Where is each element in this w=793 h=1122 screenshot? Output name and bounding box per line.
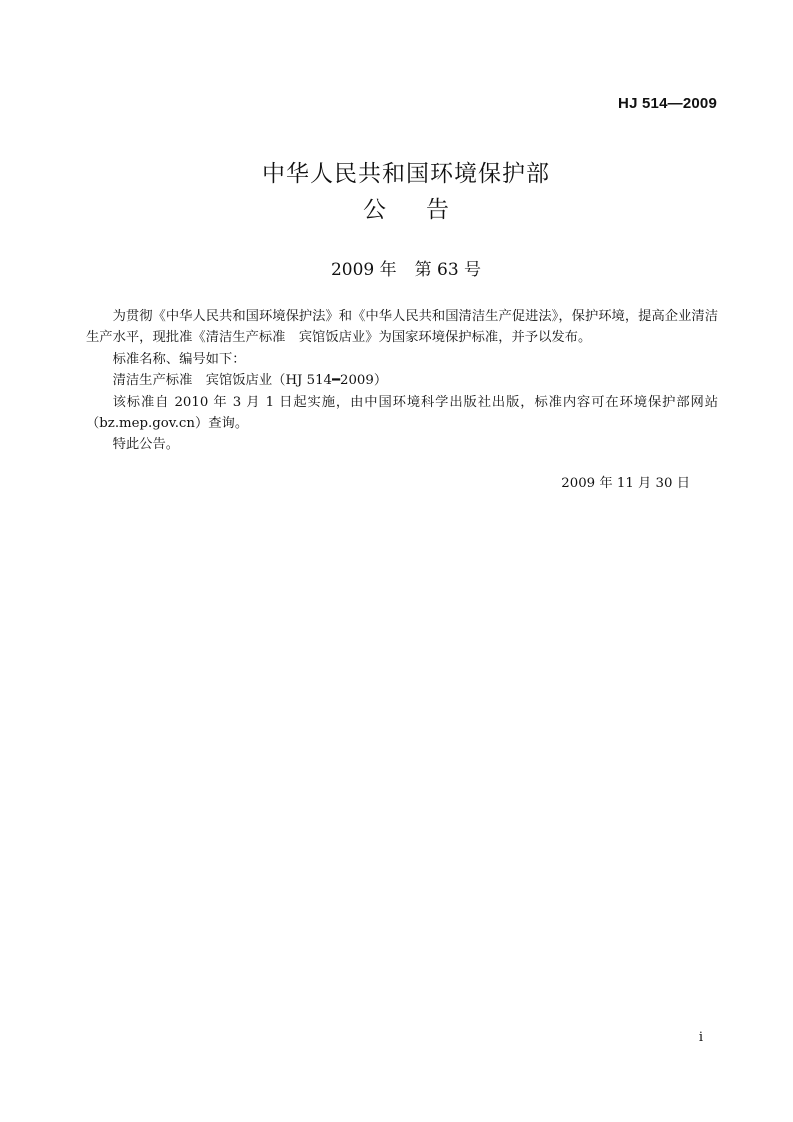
body-paragraph: 标准名称、编号如下： (112, 351, 246, 367)
notice-title-part1: 公 (363, 197, 386, 223)
issue-number-text: 第 63 号 (414, 260, 482, 280)
notice-title (0, 191, 793, 224)
standard-code: HJ 514—2009 (618, 95, 717, 112)
notice-title-part2: 告 (426, 197, 449, 223)
notice-body (86, 306, 718, 456)
body-paragraph: 特此公告。 (112, 437, 180, 453)
body-paragraph: 为贯彻《中华人民共和国环境保护法》和《中华人民共和国清洁生产促进法》，保护环境，提高企业清洁生产水平，现批准《清洁生产标准 宾馆饭店业》为国家环境保护标准，并予以发布。 (86, 309, 718, 346)
page-number: i (698, 1030, 703, 1045)
body-paragraph: 该标准自 2010 年 3 月 1 日起实施，由中国环境科学出版社出版，标准内容可在环境保护部网站（bz.mep.gov.cn）查询。 (86, 394, 718, 432)
issue-number (0, 255, 793, 280)
issue-year: 2009 年 (330, 260, 397, 280)
body-paragraph: 清洁生产标准 宾馆饭店业（HJ 514━2009） (112, 373, 388, 389)
ministry-name: 中华人民共和国环境保护部 (262, 161, 550, 187)
issue-date: 2009 年 11 月 30 日 (561, 476, 690, 491)
